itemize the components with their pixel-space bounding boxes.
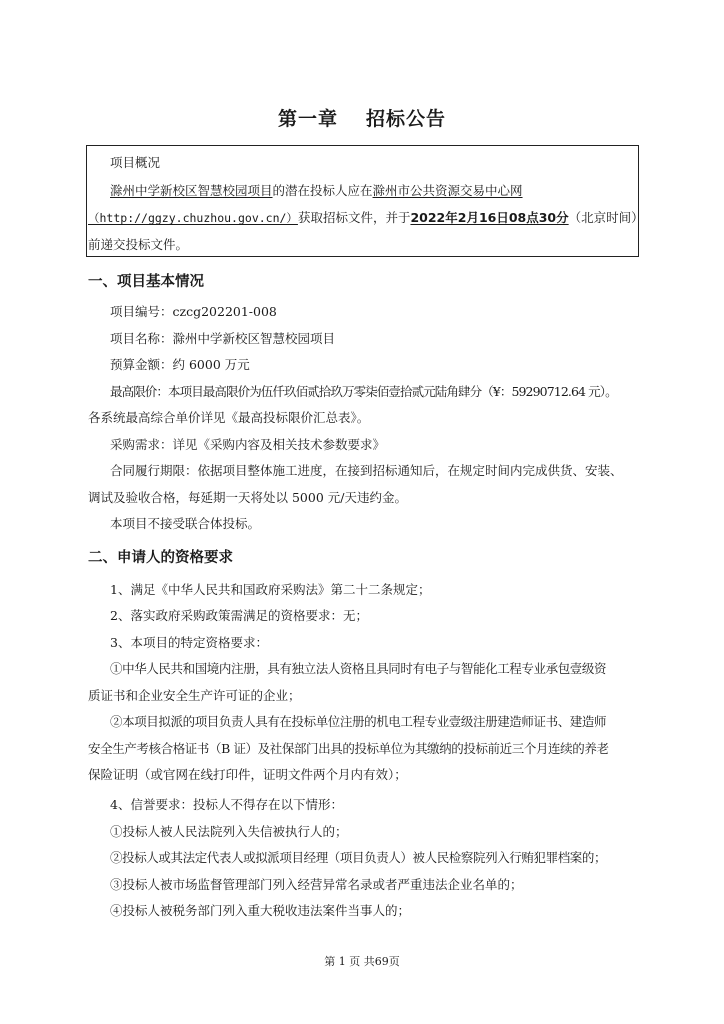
page-footer: 第 1 页 共69页 xyxy=(324,955,400,968)
section2-line: ④投标人被税务部门列入重大税收违法案件当事人的； xyxy=(110,903,411,918)
section1-line: 合同履行期限：依据项目整体施工进度，在接到招标通知后，在规定时间内完成供货、安装、 xyxy=(110,463,623,478)
section2-heading: 二、申请人的资格要求 xyxy=(88,550,233,566)
section1-line: 调试及验收合格，每延期一天将处以 5000 元/天违约金。 xyxy=(88,490,407,505)
submission-deadline: 2022年2月16日08点30分 xyxy=(410,210,569,225)
section2-line: ③投标人被市场监督管理部门列入经营异常名录或者严重违法企业名单的； xyxy=(110,877,523,892)
section1-heading: 一、项目基本情况 xyxy=(88,274,204,290)
overview-text-3: （北京时间） xyxy=(568,210,644,225)
section2-line: 质证书和企业安全生产许可证的企业； xyxy=(88,688,301,703)
section1-line: 项目编号：czcg202201-008 xyxy=(110,304,277,319)
overview-text-1: 的潜在投标人应在 xyxy=(272,183,373,198)
section2-line: 安全生产考核合格证书（B 证）及社保部门出具的投标单位为其缴纳的投标前近三个月连续的养老 xyxy=(88,741,609,756)
section2-line: 保险证明（或官网在线打印件，证明文件两个月内有效）； xyxy=(88,767,407,782)
section2-line: 4、信誉要求：投标人不得存在以下情形： xyxy=(110,797,343,812)
overview-line-1 xyxy=(110,183,523,199)
section2-line: 2、落实政府采购政策需满足的资格要求：无； xyxy=(110,608,368,623)
chapter-name: 招标公告 xyxy=(366,108,447,130)
trading-center-link: 滁州市公共资源交易中心网 xyxy=(372,183,523,198)
overview-heading: 项目概况 xyxy=(110,155,161,170)
chapter-number: 第一章 xyxy=(277,108,338,130)
section2-line: ①中华人民共和国境内注册，具有独立法人资格且具同时有电子与智能化工程专业承包壹级资 xyxy=(110,661,607,676)
overview-line-3: 前递交投标文件。 xyxy=(88,237,189,252)
website-url: （http://ggzy.chuzhou.gov.cn/） xyxy=(88,211,298,225)
section2-line: ①投标人被人民法院列入失信被执行人的； xyxy=(110,824,348,839)
project-name-link: 滁州中学新校区智慧校园项目 xyxy=(110,183,273,198)
overview-line-2 xyxy=(88,210,644,226)
section1-line: 最高限价：本项目最高限价为伍仟玖佰贰拾玖万零柒佰壹拾贰元陆角肆分（¥：59290712.64 元）。 xyxy=(110,384,617,399)
section1-line: 采购需求：详见《采购内容及相关技术参数要求》 xyxy=(110,437,386,452)
section2-line: 1、满足《中华人民共和国政府采购法》第二十二条规定； xyxy=(110,582,431,597)
section1-line: 项目名称：滁州中学新校区智慧校园项目 xyxy=(110,331,336,346)
section1-line: 预算金额：约 6000 万元 xyxy=(110,357,250,372)
section2-line: ②本项目拟派的项目负责人具有在投标单位注册的机电工程专业壹级注册建造师证书、建造师 xyxy=(110,714,607,729)
overview-text-2: 获取招标文件，并于 xyxy=(297,210,411,225)
section1-line: 各系统最高综合单价详见《最高投标限价汇总表》。 xyxy=(88,410,370,425)
section2-line: 3、本项目的特定资格要求： xyxy=(110,635,268,650)
section1-line: 本项目不接受联合体投标。 xyxy=(110,516,261,531)
chapter-title xyxy=(0,104,724,131)
section2-line: ②投标人或其法定代表人或拟派项目经理（项目负责人）被人民检察院列入行贿犯罪档案的； xyxy=(110,850,607,865)
